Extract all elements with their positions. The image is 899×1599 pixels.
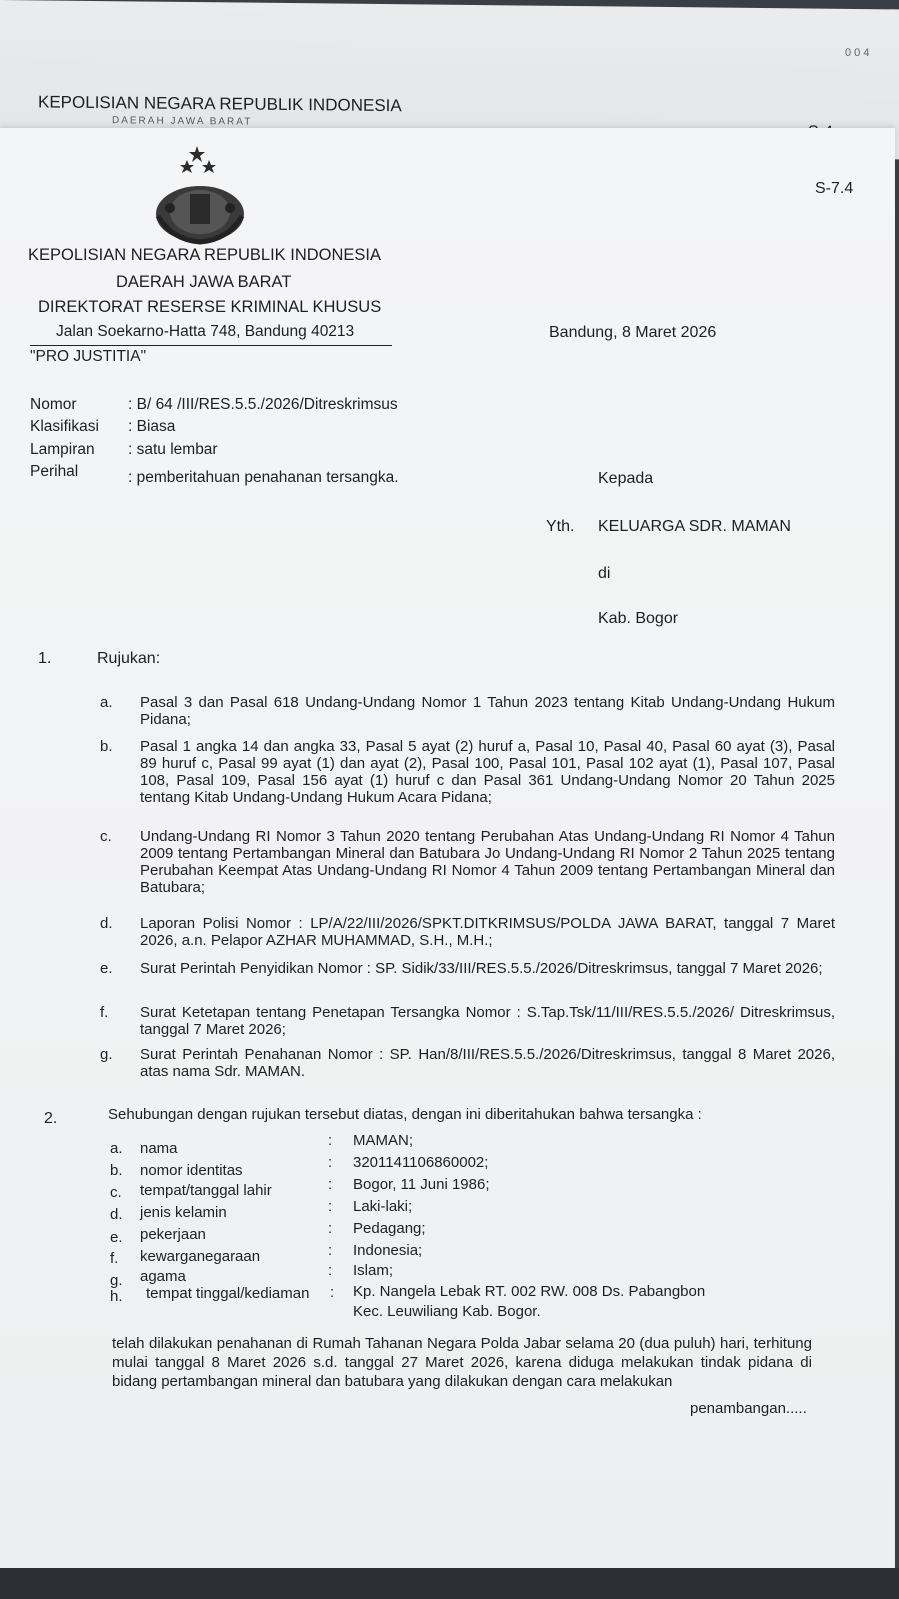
ref-letter: e. xyxy=(100,960,113,977)
place-date: Bandung, 8 Maret 2026 xyxy=(549,324,717,341)
back-sheet-corner: 0 0 4 xyxy=(845,46,870,60)
field-colon: : xyxy=(328,1132,333,1149)
nomor-value: : B/ 64 /III/RES.5.5./2026/Ditreskrimsus xyxy=(128,396,398,413)
pro-justitia: "PRO JUSTITIA" xyxy=(30,348,147,365)
field-label: tempat tinggal/kediaman xyxy=(146,1285,310,1302)
ref-text: Surat Ketetapan tentang Penetapan Tersangka Nomor : S.Tap.Tsk/11/III/RES.5.5./2026/ Ditreskrimsus, tanggal 7 Maret 2026; xyxy=(140,1004,835,1038)
field-colon: : xyxy=(328,1176,333,1193)
ref-text: Surat Perintah Penyidikan Nomor : SP. Sidik/33/III/RES.5.5./2026/Ditreskrimsus, tanggal 7 Maret 2026; xyxy=(140,960,823,977)
klasifikasi-value: : Biasa xyxy=(128,418,176,435)
recipient-name: KELUARGA SDR. MAMAN xyxy=(598,518,791,535)
org-line-1: KEPOLISIAN NEGARA REPUBLIK INDONESIA xyxy=(28,246,382,264)
field-colon: : xyxy=(328,1242,333,1259)
nomor-label: Nomor xyxy=(30,396,77,413)
field-letter: h. xyxy=(110,1288,123,1305)
field-label: pekerjaan xyxy=(140,1226,206,1243)
field-colon: : xyxy=(328,1262,333,1279)
field-value: Laki-laki; xyxy=(353,1198,413,1215)
recipient-kepada: Kepada xyxy=(598,470,654,487)
ref-text: Pasal 3 dan Pasal 618 Undang-Undang Nomor 1 Tahun 2023 tentang Kitab Undang-Undang Hukum Pidana; xyxy=(140,694,835,728)
field-letter: f. xyxy=(110,1250,119,1267)
org-line-2: DAERAH JAWA BARAT xyxy=(116,273,292,291)
recipient-di: di xyxy=(598,565,611,582)
section2-intro: Sehubungan dengan rujukan tersebut diatas, dengan ini diberitahukan bahwa tersangka : xyxy=(108,1106,702,1123)
lampiran-value: : satu lembar xyxy=(128,441,218,458)
recipient-yth: Yth. xyxy=(546,518,575,535)
back-sheet-subheader: DAERAH JAWA BARAT xyxy=(112,115,253,128)
header-rule xyxy=(30,345,392,346)
field-value: Kp. Nangela Lebak RT. 002 RW. 008 Ds. Pabangbon xyxy=(353,1283,706,1300)
field-value: Pedagang; xyxy=(353,1220,426,1237)
field-label: tempat/tanggal lahir xyxy=(140,1182,272,1199)
field-colon: : xyxy=(328,1220,333,1237)
field-colon: : xyxy=(328,1198,333,1215)
field-value: 3201141106860002; xyxy=(353,1154,489,1171)
ref-text: Pasal 1 angka 14 dan angka 33, Pasal 5 ayat (2) huruf a, Pasal 10, Pasal 40, Pasal 60 ayat (3), Pasal 89 huruf c, Pasal 99 ayat (1) dan ayat (2), Pasal 100, Pasal 101, Pasal 102 ayat (1), Pasal 107, Pasal 108, Pasal 109, Pasal 156 ayat (1) huruf c dan Pasal 361 Undang-Undang Nomor 20 Tahun 2025 tentang Kitab Undang-Undang Hukum Acara Pidana; xyxy=(140,738,835,806)
field-letter: c. xyxy=(110,1184,122,1201)
field-label: nomor identitas xyxy=(140,1162,243,1179)
continued-marker: penambangan..... xyxy=(690,1400,807,1417)
ref-letter: b. xyxy=(100,738,113,755)
section1-num: 1. xyxy=(38,650,52,667)
back-sheet-header: KEPOLISIAN NEGARA REPUBLIK INDONESIA xyxy=(38,92,402,116)
field-colon: : xyxy=(328,1154,333,1171)
field-letter: d. xyxy=(110,1206,123,1223)
field-letter: e. xyxy=(110,1229,123,1246)
org-address: Jalan Soekarno-Hatta 748, Bandung 40213 xyxy=(56,323,355,340)
ref-letter: f. xyxy=(100,1004,109,1021)
field-letter: b. xyxy=(110,1162,123,1179)
ref-letter: g. xyxy=(100,1046,113,1063)
form-code: S-7.4 xyxy=(815,180,854,197)
field-label: nama xyxy=(140,1140,178,1157)
section1-title: Rujukan: xyxy=(97,650,161,667)
org-line-3: DIREKTORAT RESERSE KRIMINAL KHUSUS xyxy=(38,298,382,316)
letter-page xyxy=(0,128,895,1568)
lampiran-label: Lampiran xyxy=(30,441,95,458)
ref-letter: d. xyxy=(100,915,113,932)
ref-text: Undang-Undang RI Nomor 3 Tahun 2020 tentang Perubahan Atas Undang-Undang RI Nomor 4 Tahun 2009 tentang Pertambangan Mineral dan Batubara Jo Undang-Undang RI Nomor 2 Tahun 2025 tentang Perubahan Keempat Atas Undang-Undang RI Nomor 4 Tahun 2009 tentang Pertambangan Mineral dan Batubara; xyxy=(140,828,835,896)
field-letter: g. xyxy=(110,1272,123,1289)
field-value-continued: Kec. Leuwiliang Kab. Bogor. xyxy=(353,1303,541,1320)
field-value: Bogor, 11 Juni 1986; xyxy=(353,1176,490,1193)
field-value: Indonesia; xyxy=(353,1242,423,1259)
field-colon: : xyxy=(330,1284,335,1301)
police-emblem-icon xyxy=(152,146,262,246)
recipient-place: Kab. Bogor xyxy=(598,610,679,627)
field-value: MAMAN; xyxy=(353,1132,413,1149)
ref-letter: c. xyxy=(100,828,112,845)
field-label: kewarganegaraan xyxy=(140,1248,261,1265)
field-label: jenis kelamin xyxy=(140,1204,227,1221)
ref-text: Laporan Polisi Nomor : LP/A/22/III/2026/SPKT.DITKRIMSUS/POLDA JAWA BARAT, tanggal 7 Maret 2026, a.n. Pelapor AZHAR MUHAMMAD, S.H., M.H.; xyxy=(140,915,835,949)
perihal-value: : pemberitahuan penahanan tersangka. xyxy=(128,469,399,486)
field-label: agama xyxy=(140,1268,186,1285)
perihal-label: Perihal xyxy=(30,463,79,480)
field-value: Islam; xyxy=(353,1262,394,1279)
klasifikasi-label: Klasifikasi xyxy=(30,418,99,435)
closing-paragraph: telah dilakukan penahanan di Rumah Tahanan Negara Polda Jabar selama 20 (dua puluh) hari, terhitung mulai tanggal 8 Maret 2026 s.d. tanggal 27 Maret 2026, karena diduga melakukan tindak pidana di bidang pertambangan mineral dan batubara yang dilakukan dengan cara melakukan xyxy=(112,1335,812,1390)
section2-num: 2. xyxy=(44,1110,58,1127)
ref-text: Surat Perintah Penahanan Nomor : SP. Han/8/III/RES.5.5./2026/Ditreskrimsus, tanggal 8 Maret 2026, atas nama Sdr. MAMAN. xyxy=(140,1046,835,1080)
field-letter: a. xyxy=(110,1140,123,1157)
ref-letter: a. xyxy=(100,694,113,711)
table-surface xyxy=(0,1568,899,1599)
